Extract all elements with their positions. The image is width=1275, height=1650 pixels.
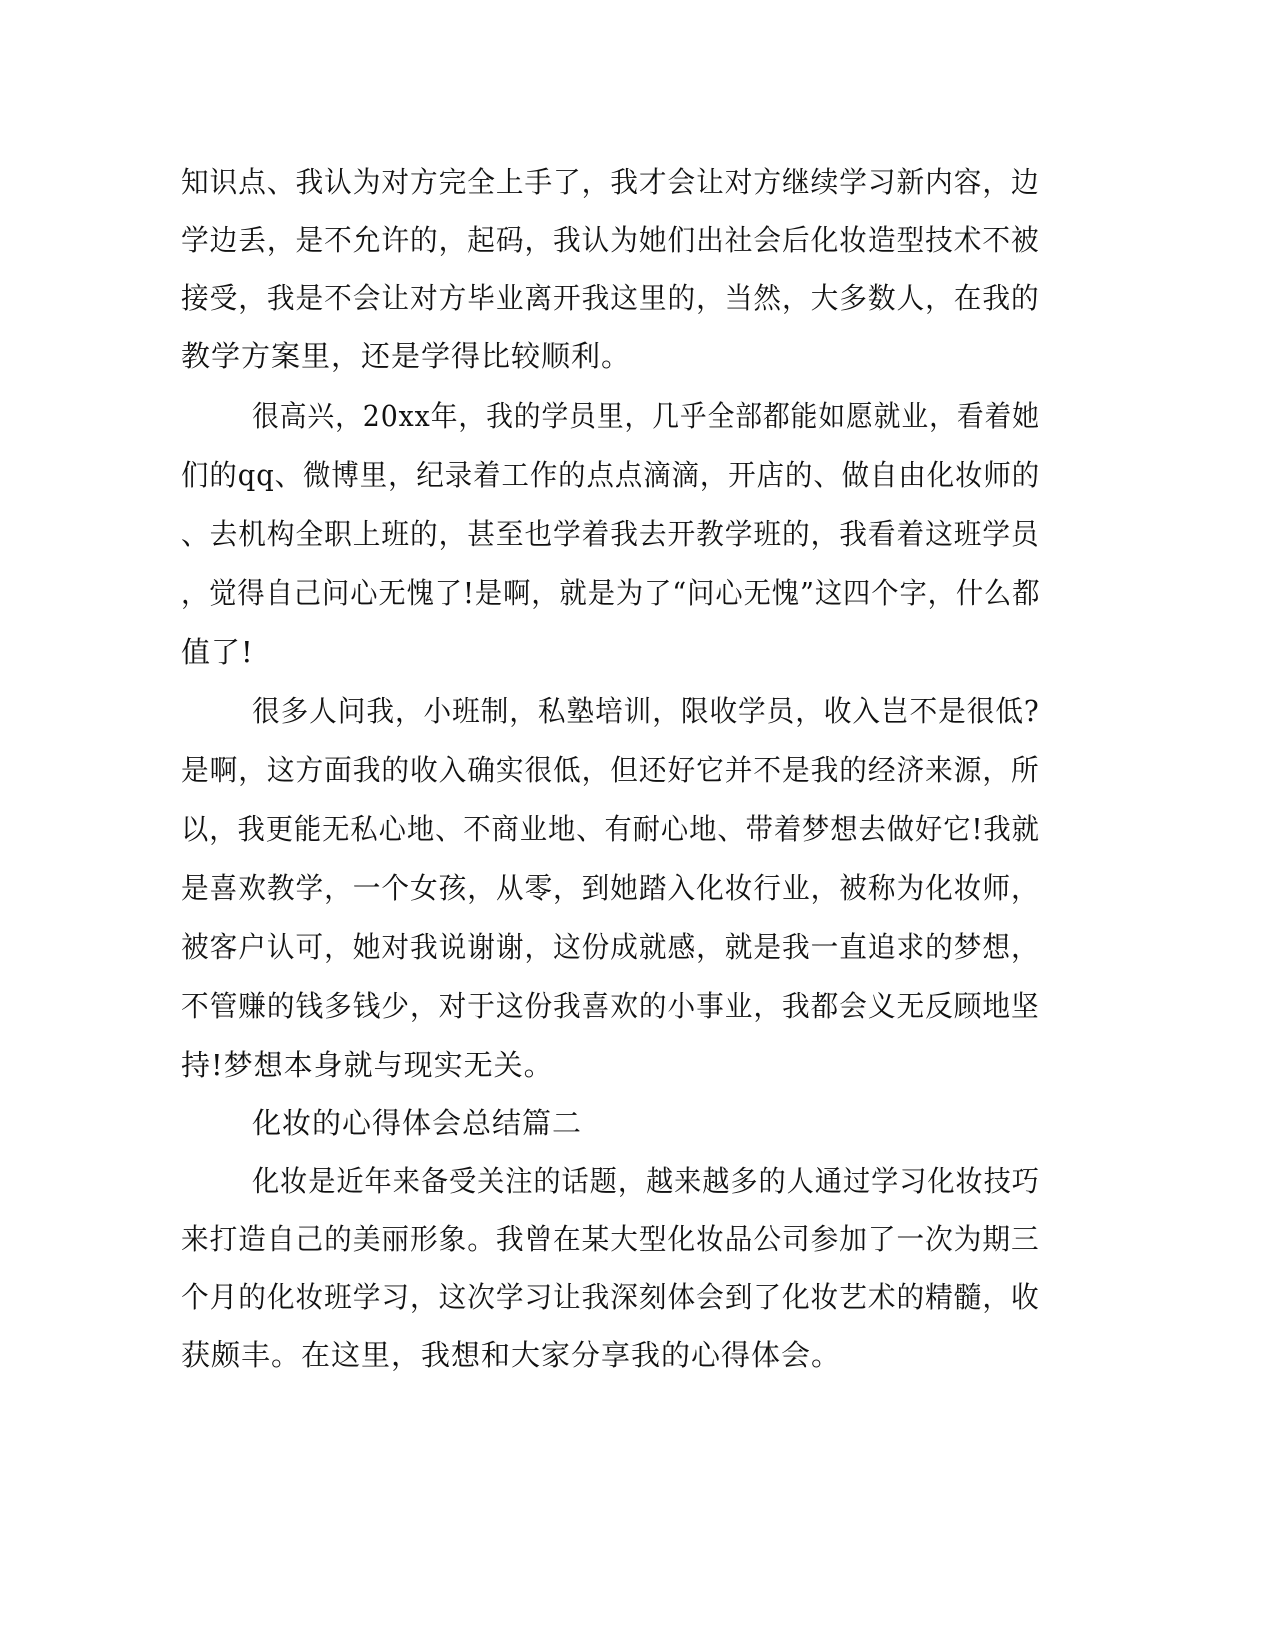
text-line: 个月的化妆班学习，这次学习让我深刻体会到了化妆艺术的精髓，收 — [181, 1280, 1040, 1314]
section-heading: 化妆的心得体会总结篇二 — [252, 1106, 583, 1140]
text-line: 知识点、我认为对方完全上手了，我才会让对方继续学习新内容，边 — [181, 165, 1040, 199]
text-line: 是啊，这方面我的收入确实很低，但还好它并不是我的经济来源，所 — [181, 753, 1040, 787]
text-line: 很多人问我，小班制，私塾培训，限收学员，收入岂不是很低? — [252, 694, 1040, 728]
text-line: 不管赚的钱多钱少，对于这份我喜欢的小事业，我都会义无反顾地坚 — [181, 989, 1040, 1023]
text-line: 获颇丰。在这里，我想和大家分享我的心得体会。 — [181, 1338, 842, 1372]
text-line: 很高兴，20xx年，我的学员里，几乎全部都能如愿就业，看着她 — [252, 399, 1040, 433]
text-line: 来打造自己的美丽形象。我曾在某大型化妆品公司参加了一次为期三 — [181, 1222, 1040, 1256]
text-line: 化妆是近年来备受关注的话题，越来越多的人通过学习化妆技巧 — [252, 1164, 1040, 1198]
text-line: 学边丢，是不允许的，起码，我认为她们出社会后化妆造型技术不被 — [181, 223, 1040, 257]
text-line: 值了! — [181, 635, 254, 669]
text-line: 以，我更能无私心地、不商业地、有耐心地、带着梦想去做好它!我就 — [181, 812, 1040, 846]
text-line: 们的qq、微博里，纪录着工作的点点滴滴，开店的、做自由化妆师的 — [181, 458, 1041, 492]
text-line: 教学方案里，还是学得比较顺利。 — [181, 339, 632, 373]
text-line: 持!梦想本身就与现实无关。 — [181, 1048, 554, 1082]
text-line: 、去机构全职上班的，甚至也学着我去开教学班的，我看着这班学员 — [181, 517, 1040, 551]
text-line: 是喜欢教学，一个女孩，从零，到她踏入化妆行业，被称为化妆师， — [181, 871, 1040, 905]
text-line: 被客户认可，她对我说谢谢，这份成就感，就是我一直追求的梦想， — [181, 930, 1040, 964]
text-line: ，觉得自己问心无愧了!是啊，就是为了“问心无愧”这四个字，什么都 — [181, 576, 1041, 610]
text-line: 接受，我是不会让对方毕业离开我这里的，当然，大多数人，在我的 — [181, 281, 1040, 315]
